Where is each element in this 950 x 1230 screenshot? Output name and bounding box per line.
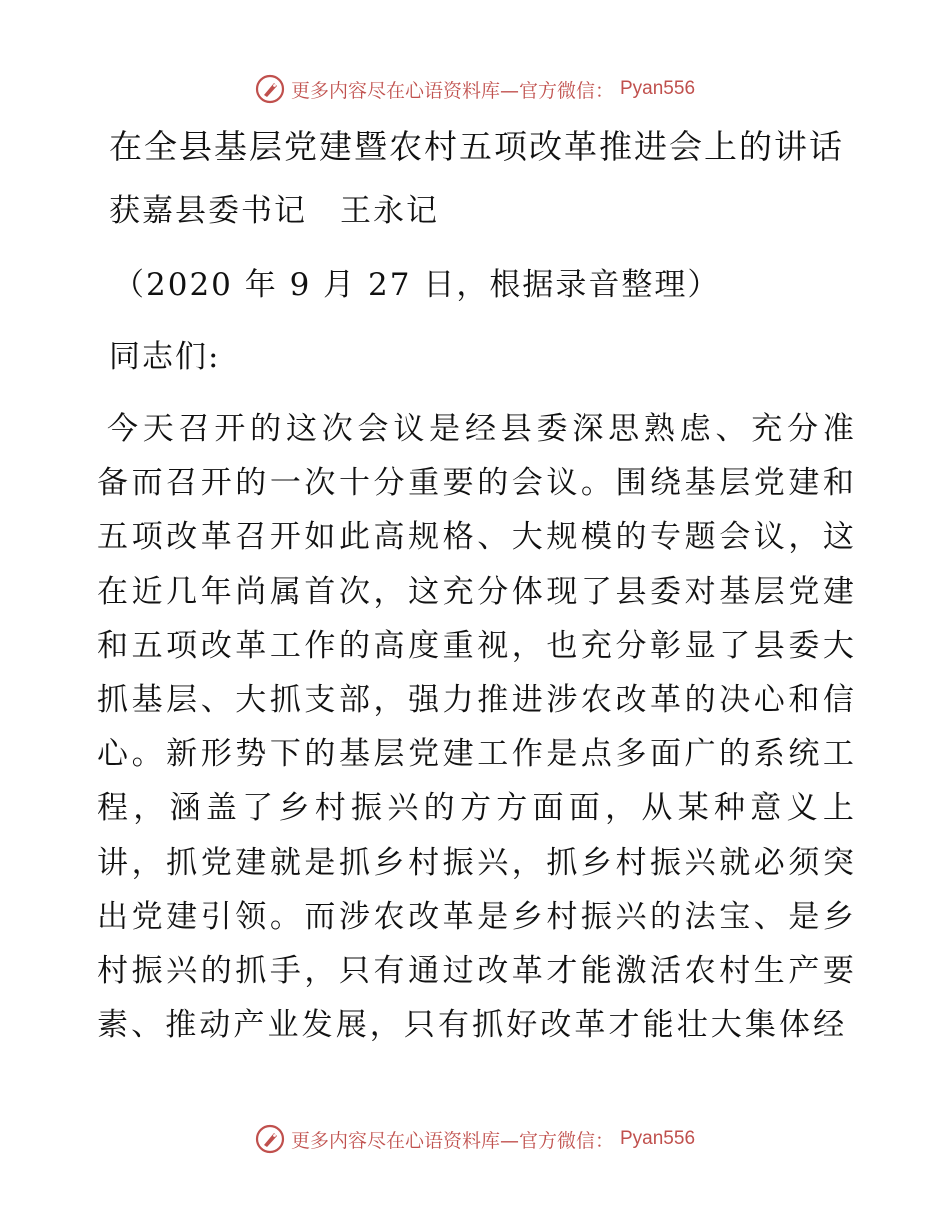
watermark-wechat-id: Pyan556 [620, 78, 696, 99]
footer-watermark [0, 1124, 950, 1154]
pen-nib-logo-icon [255, 1124, 285, 1154]
document-date: （2020 年 9 月 27 日，根据录音整理） [113, 267, 721, 303]
watermark-wechat-id: Pyan556 [620, 1128, 696, 1149]
header-watermark [0, 74, 950, 104]
document-title: 在全县基层党建暨农村五项改革推进会上的讲话 [109, 127, 844, 166]
pen-nib-logo-icon [255, 74, 285, 104]
document-body [97, 122, 857, 1052]
document-greeting: 同志们: [109, 339, 221, 375]
document-author: 获嘉县委书记 王永记 [109, 193, 439, 229]
document-paragraph: 今天召开的这次会议是经县委深思熟虑、充分准备而召开的一次十分重要的会议。围绕基层党建和五项改革召开如此高规格、大规模的专题会议，这在近几年尚属首次，这充分体现了县委对基层党建和五项改革工作的高度重视，也充分彰显了县委大抓基层、大抓支部，强力推进涉农改革的决心和信心。新形势下的基层党建工作是点多面广的系统工程，涵盖了乡村振兴的方方面面，从某种意义上讲，抓党建就是抓乡村振兴，抓乡村振兴就必须突出党建引领。而涉农改革是乡村振兴的法宝、是乡村振兴的抓手，只有通过改革才能激活农村生产要素、推动产业发展，只有抓好改革才能壮大集体经 [97, 411, 857, 1044]
watermark-text: 更多内容尽在心语资料库—官方微信： [290, 1129, 614, 1152]
watermark-text: 更多内容尽在心语资料库—官方微信： [290, 79, 614, 102]
